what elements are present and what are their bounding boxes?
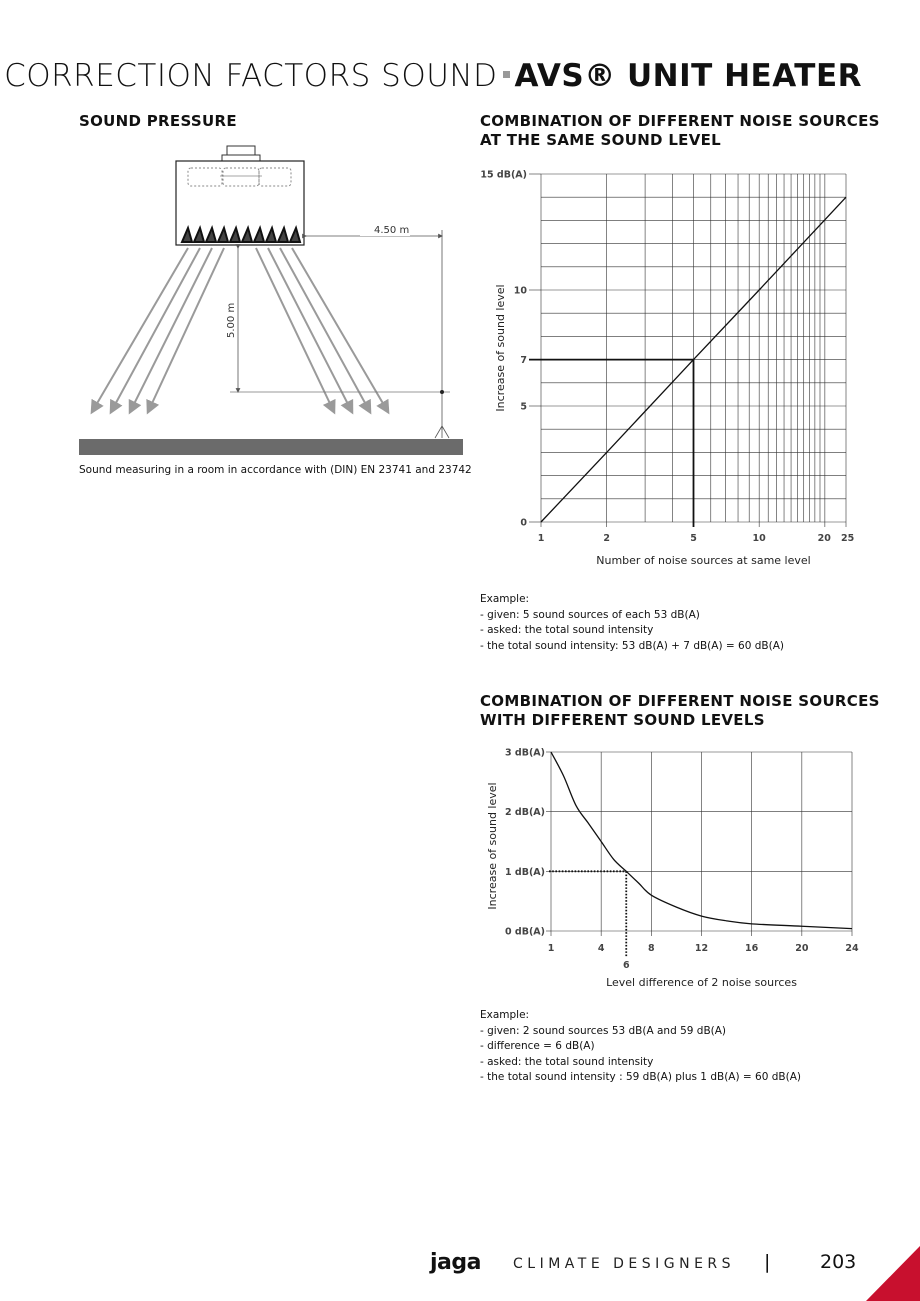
vertical-distance-label: 5.00 m — [226, 302, 237, 338]
example-line: - difference = 6 dB(A) — [480, 1040, 595, 1053]
x-tick-label: 12 — [694, 943, 709, 954]
y-tick-label: 0 dB(A) — [505, 926, 545, 938]
y-tick-label: 3 dB(A) — [505, 747, 545, 759]
x-tick-label: 20 — [817, 533, 831, 544]
x-tick-label: 10 — [752, 533, 766, 544]
different-levels-heading — [480, 692, 880, 730]
page-number: 203 — [820, 1251, 857, 1273]
different-levels-heading-line2: WITH DIFFERENT SOUND LEVELS — [480, 711, 765, 729]
example-line: - the total sound intensity: 53 dB(A) + 7 dB(A) = 60 dB(A) — [480, 639, 784, 652]
title-separator — [503, 71, 510, 78]
x-tick-label: 1 — [547, 943, 555, 954]
page-title-light: CORRECTION FACTORS SOUND — [4, 58, 498, 94]
same-level-chart — [470, 160, 870, 580]
different-levels-chart — [470, 740, 870, 995]
x-tick-label: 5 — [690, 533, 697, 544]
example-line: - asked: the total sound intensity — [480, 1055, 654, 1068]
example-line: - given: 5 sound sources of each 53 dB(A) — [480, 608, 700, 621]
brand-tagline: CLIMATE DESIGNERS — [513, 1256, 736, 1272]
example-line: - asked: the total sound intensity — [480, 624, 654, 637]
y-axis-label: Increase of sound level — [486, 782, 499, 910]
x-tick-label: 2 — [603, 533, 610, 544]
corner-accent — [866, 1246, 920, 1301]
y-axis-label: Increase of sound level — [494, 284, 507, 412]
y-tick-label: 7 — [520, 355, 527, 367]
same-level-example — [480, 592, 784, 654]
x-tick-label: 16 — [745, 943, 759, 954]
sound-pressure-heading: SOUND PRESSURE — [79, 112, 237, 130]
different-levels-example — [480, 1008, 801, 1086]
brand-logo: jaga — [430, 1250, 481, 1275]
sound-pressure-diagram — [70, 140, 470, 460]
page-title-bold: AVS® UNIT HEATER — [514, 58, 862, 94]
y-tick-label: 2 dB(A) — [505, 807, 545, 819]
footer-divider: | — [764, 1251, 771, 1273]
different-levels-heading-line1: COMBINATION OF DIFFERENT NOISE SOURCES — [480, 692, 880, 710]
x-axis-label: Number of noise sources at same level — [596, 554, 811, 567]
same-level-heading-line2: AT THE SAME SOUND LEVEL — [480, 131, 722, 149]
example-line: - the total sound intensity : 59 dB(A) plus 1 dB(A) = 60 dB(A) — [480, 1071, 801, 1084]
y-tick-label: 1 dB(A) — [505, 866, 545, 878]
example-title: Example: — [480, 1009, 530, 1021]
x-tick-label: 25 — [841, 533, 855, 544]
y-tick-label: 10 — [513, 285, 527, 297]
airflow-arrows — [92, 248, 388, 412]
same-level-heading — [480, 112, 880, 150]
example-title: Example: — [480, 593, 530, 605]
sound-pressure-caption: Sound measuring in a room in accordance with (DIN) EN 23741 and 23742 — [79, 464, 472, 476]
same-level-heading-line1: COMBINATION OF DIFFERENT NOISE SOURCES — [480, 112, 880, 130]
horizontal-distance-label: 4.50 m — [374, 225, 410, 236]
y-tick-label: 5 — [520, 401, 527, 413]
x-axis-label: Level difference of 2 noise sources — [606, 976, 797, 989]
y-tick-label: 15 dB(A) — [480, 169, 527, 181]
x-tick-label: 24 — [845, 943, 859, 954]
example-line: - given: 2 sound sources 53 dB(A and 59 dB(A) — [480, 1024, 727, 1037]
x-tick-label: 8 — [648, 943, 655, 954]
page-title — [4, 58, 862, 94]
x-tick-label: 20 — [795, 943, 809, 954]
x-tick-label: 4 — [597, 943, 605, 954]
y-tick-label: 0 — [520, 517, 527, 529]
reference-x-label: 6 — [622, 960, 630, 971]
floor — [79, 439, 463, 455]
x-tick-label: 1 — [537, 533, 545, 544]
unit-heater-illustration — [176, 146, 304, 245]
